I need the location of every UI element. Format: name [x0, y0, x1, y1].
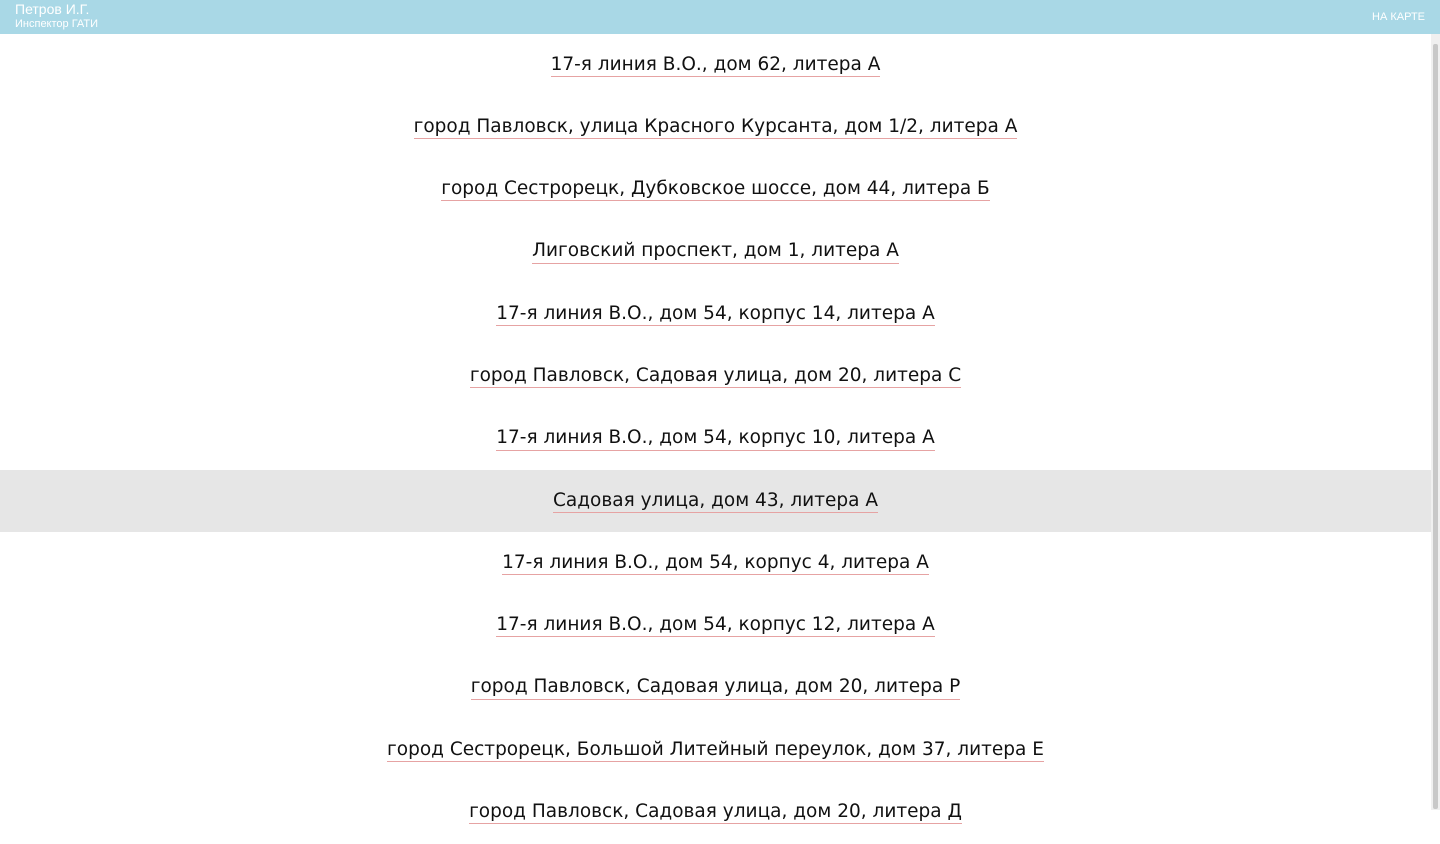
address-link[interactable]: 17-я линия В.О., дом 54, корпус 12, литера А: [496, 614, 934, 637]
address-list-item[interactable]: [0, 408, 1431, 470]
address-link[interactable]: 17-я линия В.О., дом 54, корпус 4, литера А: [502, 552, 929, 575]
user-role: Инспектор ГАТИ: [15, 18, 99, 30]
address-list-item[interactable]: [0, 532, 1431, 594]
app-header: [0, 0, 1440, 34]
user-info: [15, 2, 98, 30]
address-list-item[interactable]: [0, 345, 1431, 407]
address-link[interactable]: город Сестрорецк, Большой Литейный переулок, дом 37, литера Е: [387, 739, 1044, 762]
vertical-scrollbar[interactable]: [1431, 34, 1440, 810]
address-link[interactable]: город Павловск, Садовая улица, дом 20, литера Д: [469, 801, 962, 824]
address-list-item[interactable]: [0, 159, 1431, 221]
address-list-item[interactable]: [0, 96, 1431, 158]
address-list-item[interactable]: [0, 782, 1431, 844]
address-list-item[interactable]: [0, 283, 1431, 345]
address-link[interactable]: 17-я линия В.О., дом 62, литера А: [551, 54, 881, 77]
address-link[interactable]: город Павловск, Садовая улица, дом 20, литера С: [470, 365, 961, 388]
show-on-map-button[interactable]: НА КАРТЕ: [1372, 11, 1425, 23]
address-link[interactable]: 17-я линия В.О., дом 54, корпус 10, литера А: [496, 427, 934, 450]
scrollbar-thumb[interactable]: [1433, 44, 1438, 809]
address-link[interactable]: Садовая улица, дом 43, литера А: [553, 490, 878, 513]
address-list: [0, 34, 1431, 823]
address-link[interactable]: город Павловск, улица Красного Курсанта, дом 1/2, литера А: [414, 116, 1018, 139]
address-list-item[interactable]: [0, 595, 1431, 657]
address-list-item[interactable]: [0, 221, 1431, 283]
address-link[interactable]: Лиговский проспект, дом 1, литера А: [532, 240, 899, 263]
address-list-item[interactable]: [0, 657, 1431, 719]
address-list-item[interactable]: [0, 34, 1431, 96]
address-link[interactable]: 17-я линия В.О., дом 54, корпус 14, литера А: [496, 303, 934, 326]
user-name: Петров И.Г.: [15, 1, 90, 17]
address-link[interactable]: город Сестрорецк, Дубковское шоссе, дом 44, литера Б: [441, 178, 990, 201]
address-list-item[interactable]: [0, 470, 1431, 532]
address-link[interactable]: город Павловск, Садовая улица, дом 20, литера Р: [471, 676, 961, 699]
address-list-item[interactable]: [0, 719, 1431, 781]
